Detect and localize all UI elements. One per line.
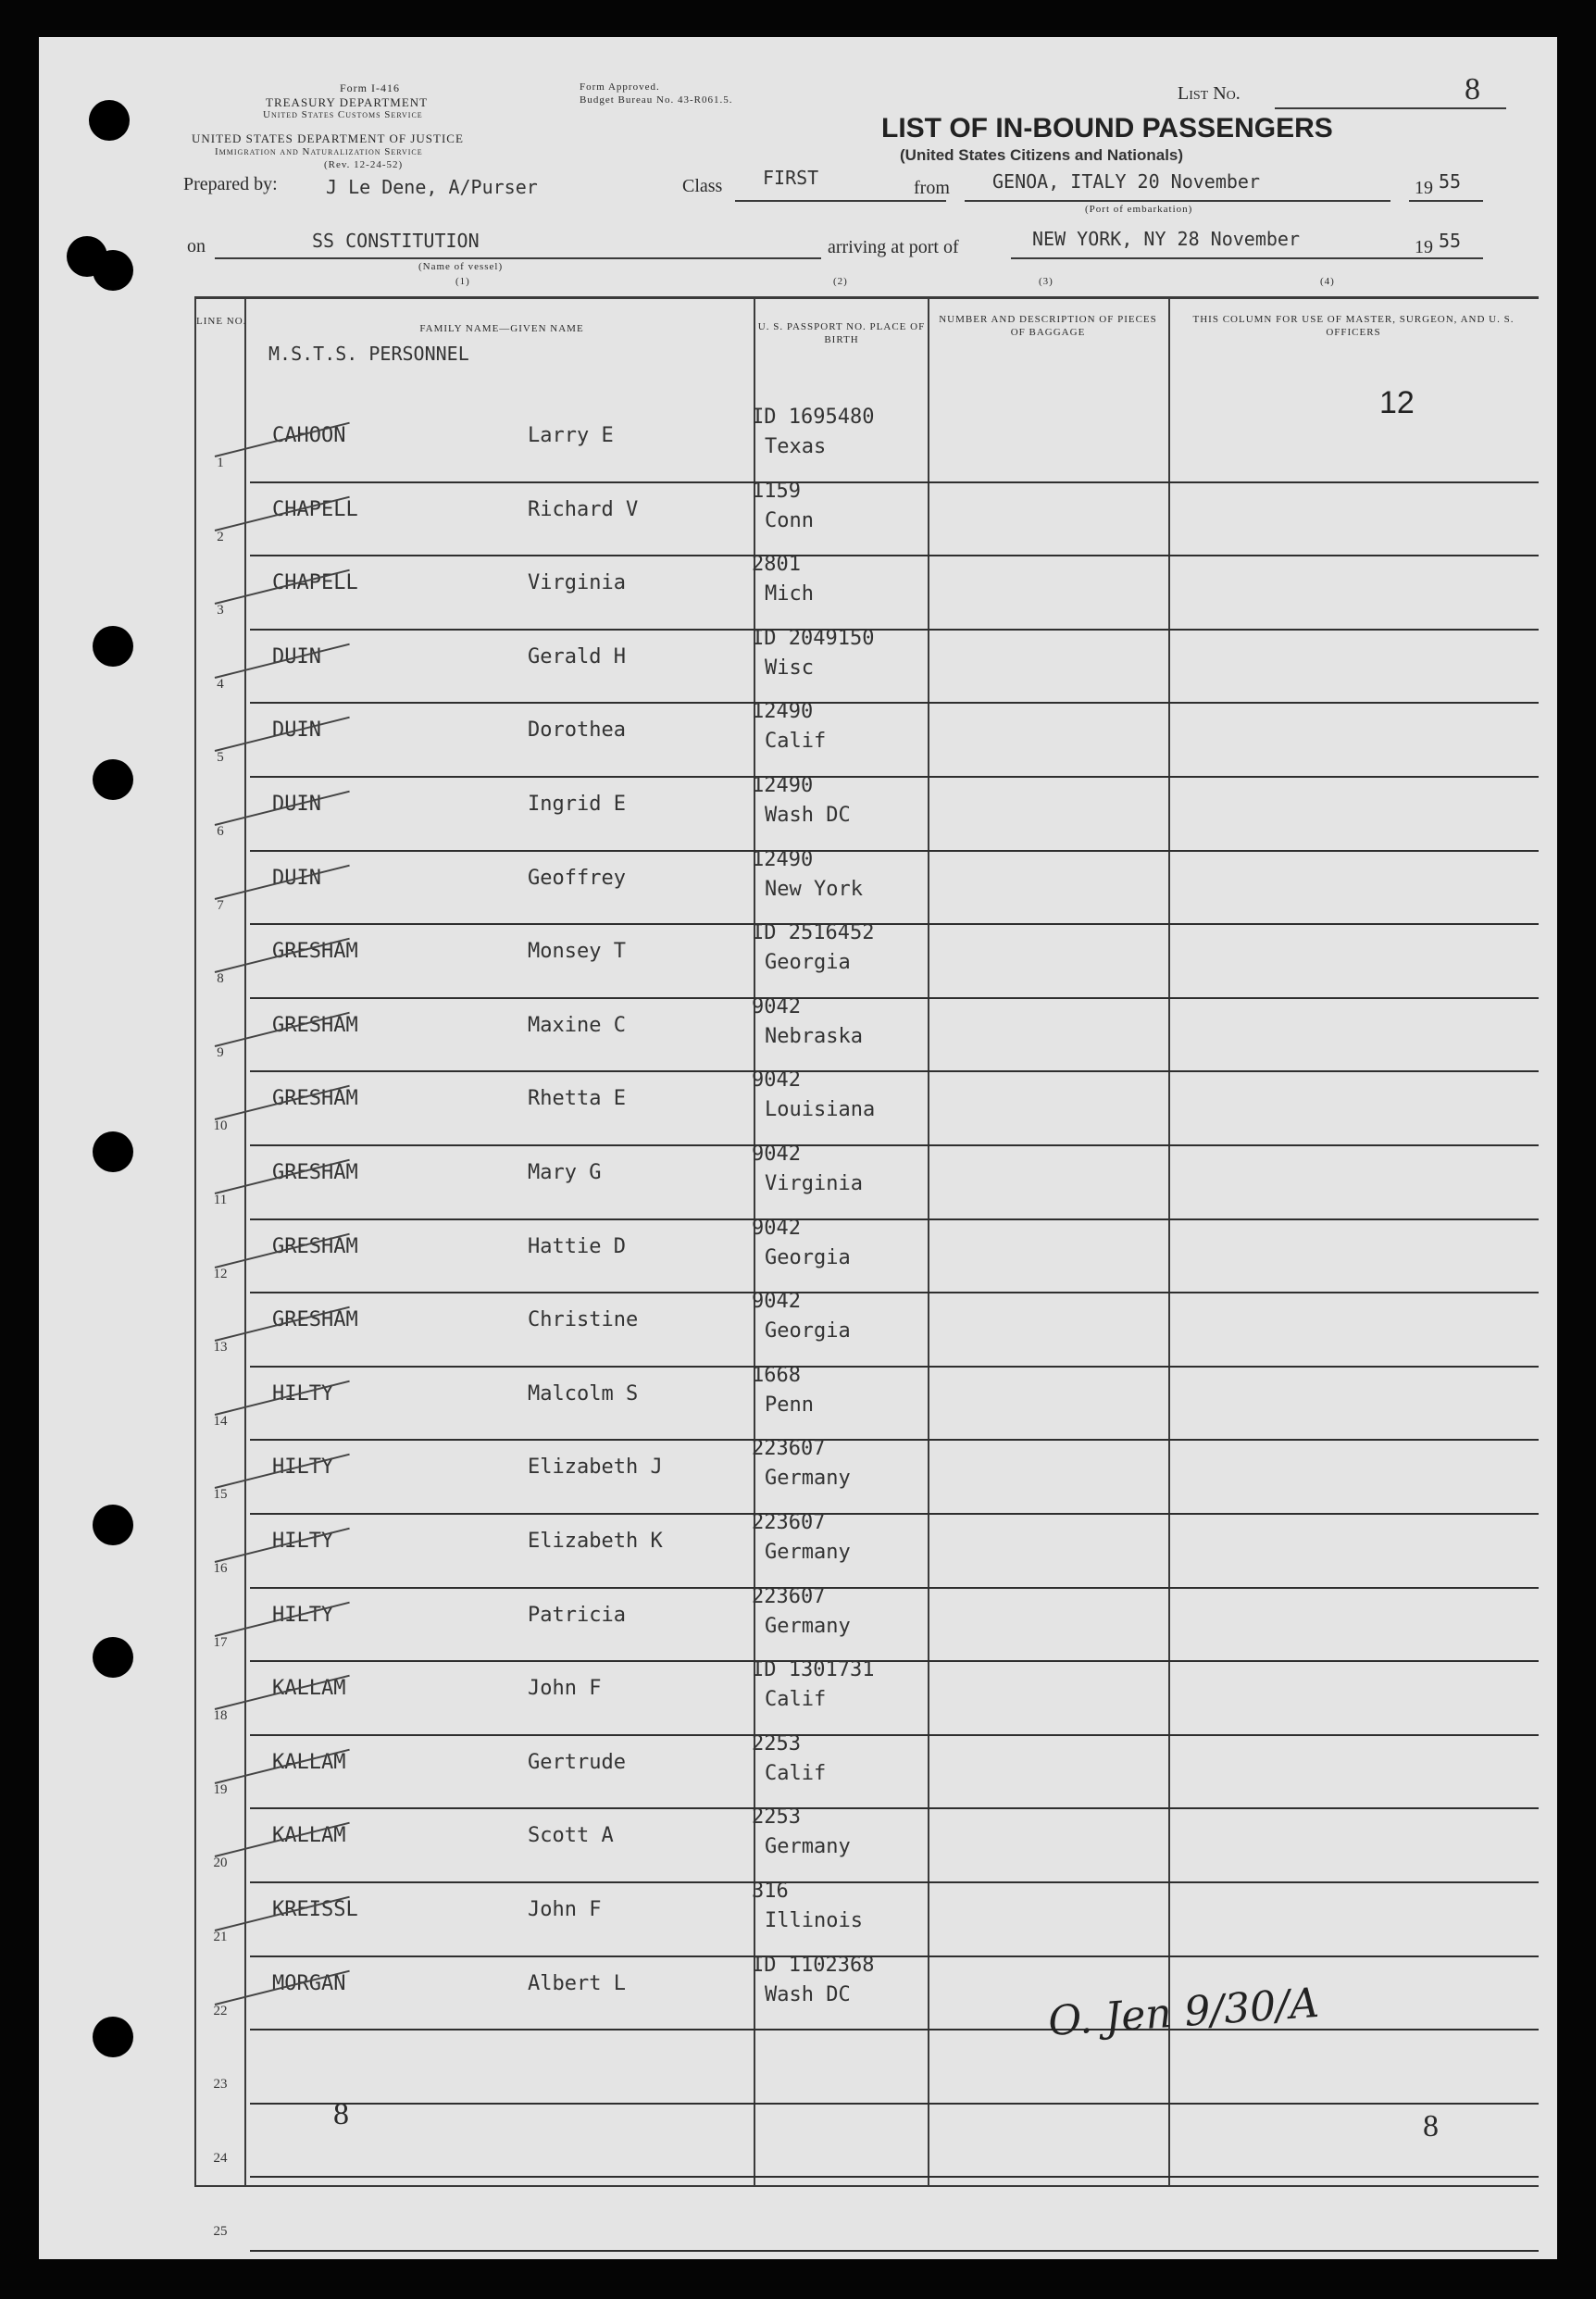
passport-number: ID 2049150 [752,626,875,650]
given-name: Dorothea [528,718,626,743]
family-name: KALLAM [272,1677,346,1701]
approved-line2: Budget Bureau No. 43-R061.5. [580,94,733,106]
place-of-birth: Virginia [765,1172,863,1195]
passport-number: 223607 [752,1511,826,1534]
passport-number: 12490 [752,774,814,797]
family-name: GRESHAM [272,1087,358,1111]
col-num-1: (1) [455,276,470,287]
punch-hole [89,100,130,141]
place-of-birth: Calif [765,1688,827,1712]
line-number: 24 [213,2150,228,2166]
class-label: Class [682,176,723,196]
family-name: GRESHAM [272,1161,358,1184]
given-name: Rhetta E [528,1087,626,1111]
given-name: Ingrid E [528,793,626,816]
place-of-birth: Wash DC [765,804,851,827]
passport-number: 2253 [752,1731,801,1755]
year1-value: 55 [1439,170,1462,193]
family-name: KREISSL [272,1898,358,1921]
year1-prefix: 19 [1415,178,1433,198]
line-number: 6 [217,824,224,839]
family-name: CAHOON [272,424,346,447]
family-name: GRESHAM [272,1013,358,1037]
passport-number: ID 1301731 [752,1658,875,1682]
place-of-birth: Germany [765,1541,851,1564]
line-number: 12 [213,1266,228,1281]
given-name: Larry E [528,424,614,447]
family-name: HILTY [272,1381,334,1406]
given-name: Geoffrey [528,866,626,890]
list-no-label: List No. [1178,83,1241,104]
col-header-name: FAMILY NAME—GIVEN NAME [419,323,584,334]
family-name: HILTY [272,1456,334,1480]
punch-hole [93,759,133,800]
signature: O. Jen 9/30/A [1046,1979,1321,2046]
passport-number: 316 [752,1880,789,1903]
place-of-birth: Penn [765,1393,814,1417]
col-num-3: (3) [1039,276,1054,287]
line-number: 15 [213,1487,228,1503]
line-number: 11 [213,1193,228,1207]
family-name: DUIN [272,866,321,890]
col-header-passport: U. S. PASSPORT NO. PLACE OF BIRTH [757,321,926,345]
family-name: GRESHAM [272,1234,358,1258]
passport-number: 223607 [752,1584,826,1608]
family-name: MORGAN [272,1971,346,1995]
on-label: on [187,236,206,256]
given-name: John F [528,1677,602,1701]
place-of-birth: Wash DC [765,1982,851,2006]
total-left: 8 [333,2097,349,2131]
family-name: KALLAM [272,1750,346,1774]
arrival-port: NEW YORK, NY 28 November [1032,228,1300,250]
passport-number: 9042 [752,1216,801,1240]
given-name: Richard V [528,497,639,521]
punch-hole [93,1505,133,1545]
line-number: 9 [217,1044,224,1060]
dept-justice: UNITED STATES DEPARTMENT OF JUSTICE [192,131,464,145]
col-num-4: (4) [1320,276,1335,287]
family-name: DUIN [272,644,321,668]
class-value: FIRST [763,167,819,189]
family-name: DUIN [272,718,321,743]
vessel-label: (Name of vessel) [418,261,504,272]
group-heading: M.S.T.S. PERSONNEL [268,343,469,365]
line-number: 2 [217,529,224,544]
passport-number: 9042 [752,1290,801,1314]
given-name: Gertrude [528,1750,626,1774]
given-name: Christine [528,1308,639,1332]
place-of-birth: Georgia [765,951,851,975]
passport-number: ID 2516452 [752,921,875,945]
given-name: Monsey T [528,940,626,964]
passport-number: 2801 [752,553,801,577]
given-name: Elizabeth K [528,1530,663,1553]
col-num-2: (2) [833,276,848,287]
punch-hole [93,2017,133,2057]
from-label: from [914,178,950,198]
line-number: 16 [213,1561,228,1576]
line-number: 18 [213,1708,228,1724]
place-of-birth: Mich [765,582,814,606]
passport-number: 1668 [752,1363,801,1387]
given-name: Scott A [528,1824,614,1848]
passport-number: ID 1695480 [752,406,875,429]
list-no-value: 8 [1465,72,1480,106]
family-name: CHAPELL [272,571,358,595]
approved-line1: Form Approved. [580,81,660,93]
passport-number: 9042 [752,1068,801,1093]
line-number: 21 [213,1930,228,1944]
family-name: DUIN [272,793,321,816]
manifest-page [39,37,1557,2259]
year2-value: 55 [1439,230,1462,252]
place-of-birth: Georgia [765,1245,851,1269]
total-right: 8 [1423,2109,1439,2143]
family-name: GRESHAM [272,1308,358,1332]
line-number: 22 [213,2003,228,2018]
form-title: LIST OF IN-BOUND PASSENGERS [881,113,1333,144]
family-name: KALLAM [272,1824,346,1848]
given-name: John F [528,1898,602,1921]
vessel-name: SS CONSTITUTION [312,230,480,252]
passport-number: 1159 [752,479,801,503]
place-of-birth: Texas [765,435,827,458]
place-of-birth: Wisc [765,656,814,680]
place-of-birth: Germany [765,1835,851,1859]
given-name: Gerald H [528,644,626,668]
prepared-by-label: Prepared by: [183,174,278,194]
line-number: 25 [213,2224,228,2240]
year2-prefix: 19 [1415,237,1433,257]
dept-immigration: Immigration and Naturalization Service [215,146,423,157]
place-of-birth: Louisiana [765,1098,876,1122]
passport-number: 12490 [752,847,814,871]
from-value: GENOA, ITALY 20 November [992,170,1260,193]
given-name: Elizabeth J [528,1456,663,1480]
given-name: Maxine C [528,1013,626,1037]
given-name: Virginia [528,571,626,595]
punch-hole [93,626,133,667]
line-number: 13 [213,1340,228,1356]
dept-treasury: TREASURY DEPARTMENT [266,95,429,109]
line-number: 17 [213,1634,228,1650]
passport-number: 9042 [752,1143,801,1166]
place-of-birth: Germany [765,1467,851,1491]
punch-hole [93,250,133,291]
place-of-birth: Conn [765,508,814,532]
given-name: Malcolm S [528,1381,639,1406]
family-name: HILTY [272,1530,334,1553]
punch-hole [93,1131,133,1172]
line-number: 3 [217,603,224,618]
passport-number: 2253 [752,1805,801,1830]
place-of-birth: Georgia [765,1319,851,1343]
given-name: Hattie D [528,1234,626,1258]
place-of-birth: Nebraska [765,1024,863,1048]
form-subtitle: (United States Citizens and Nationals) [900,146,1184,164]
family-name: GRESHAM [272,940,358,964]
col-header-officers: THIS COLUMN FOR USE OF MASTER, SURGEON, AND U. S. OFFICERS [1192,314,1515,338]
passport-number: 9042 [752,994,801,1018]
arriving-label: arriving at port of [828,237,959,257]
given-name: Albert L [528,1971,626,1995]
line-number: 8 [217,971,224,987]
passport-number: 12490 [752,700,814,724]
col-header-baggage: NUMBER AND DESCRIPTION OF PIECES OF BAGGAGE [939,314,1157,338]
form-revision: (Rev. 12-24-52) [324,159,404,170]
line-number: 4 [217,676,224,692]
col-header-line-no: LINE NO. [196,316,247,327]
family-name: CHAPELL [272,497,358,521]
place-of-birth: Illinois [765,1909,863,1932]
dept-customs: United States Customs Service [263,109,423,120]
given-name: Mary G [528,1161,602,1184]
family-name: HILTY [272,1603,334,1627]
prepared-by-value: J Le Dene, A/Purser [326,176,538,198]
place-of-birth: Calif [765,730,827,754]
given-name: Patricia [528,1603,626,1627]
line-number: 5 [217,750,224,766]
place-of-birth: Calif [765,1761,827,1785]
line-number: 20 [213,1855,228,1871]
punch-hole [93,1637,133,1678]
officer-count: 12 [1379,385,1415,420]
port-of-embarkation-label: (Port of embarkation) [1085,204,1193,215]
passport-number: ID 1102368 [752,1953,875,1977]
line-number: 7 [217,897,224,913]
line-number: 10 [213,1118,228,1134]
form-number: Form I-416 [340,81,400,94]
passport-number: 223607 [752,1437,826,1461]
line-number: 14 [213,1413,228,1429]
place-of-birth: Germany [765,1614,851,1638]
place-of-birth: New York [765,877,863,901]
line-number: 19 [213,1781,228,1797]
line-number: 1 [217,456,224,470]
line-number: 23 [213,2077,228,2093]
